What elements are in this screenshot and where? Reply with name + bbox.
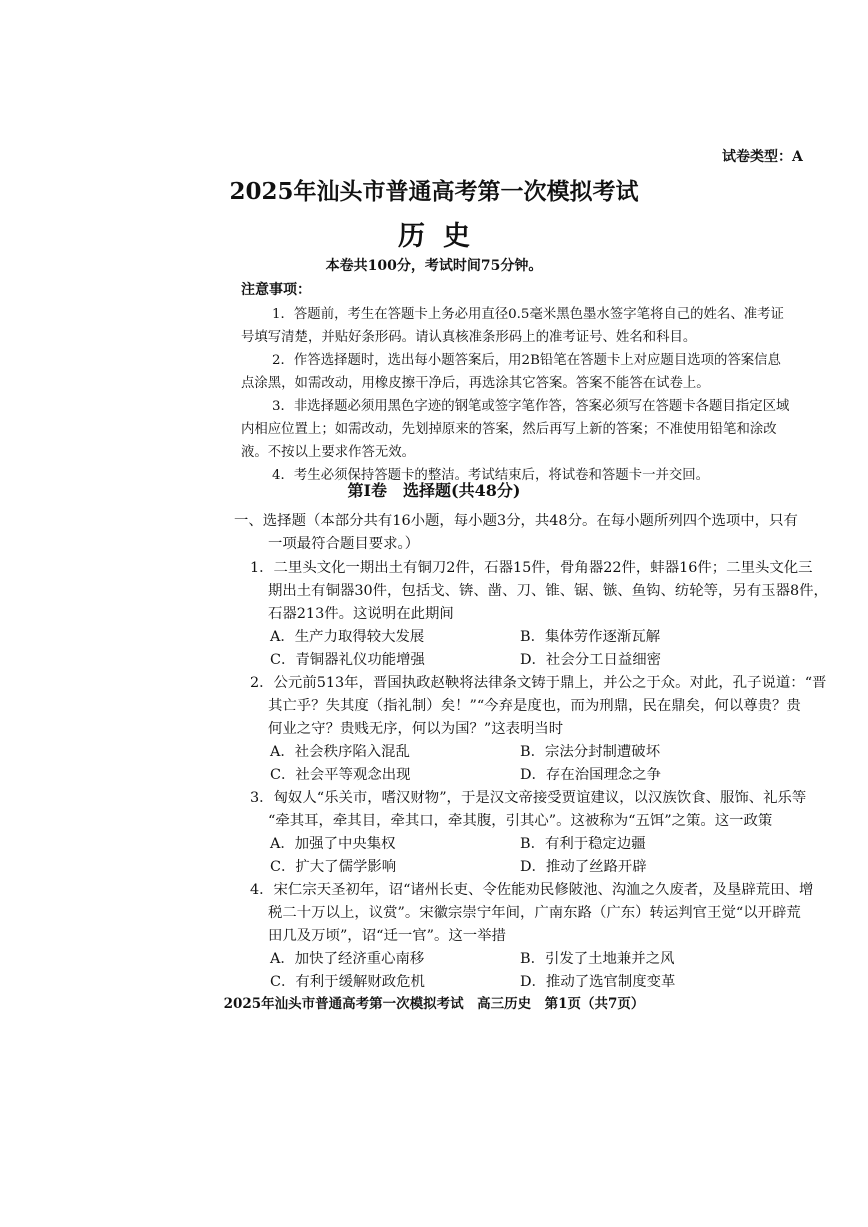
section-title: 第Ⅰ卷 选择题(共48分) [347, 481, 521, 500]
question-3-line: 3．匈奴人“乐关市，嗜汉财物”，于是汉文帝接受贾谊建议，以汉族饮食、服饰、礼乐等 [250, 790, 807, 806]
notice-line: 液。不按以上要求作答无效。 [241, 445, 416, 460]
page-footer: 2025年汕头市普通高考第一次模拟考试 高三历史 第1页（共7页） [223, 996, 645, 1012]
question-2-line: 其亡乎？失其度（指礼制）矣！”“今弃是度也，而为刑鼎，民在鼎矣，何以尊贵？贵 [268, 698, 801, 714]
question-1-option-b: B．集体劳作逐渐瓦解 [520, 629, 661, 645]
question-2-line: 何业之守？贵贱无序，何以为国？”这表明当时 [268, 721, 564, 737]
section-intro-line: 一项最符合题目要求。） [268, 536, 420, 552]
exam-title: 2025年汕头市普通高考第一次模拟考试 [229, 178, 639, 205]
notice-line: 2．作答选择题时，选出每小题答案后，用2B铅笔在答题卡上对应题目选项的答案信息 [272, 353, 781, 368]
question-4-line: 4．宋仁宗天圣初年，诏“诸州长吏、令佐能劝民修陂池、沟洫之久废者，及垦辟荒田、增 [250, 882, 814, 898]
question-2-line: 2．公元前513年，晋国执政赵鞅将法律条文铸于鼎上，并公之于众。对此，孔子说道：“晋 [250, 675, 827, 691]
question-2-option-d: D．存在治国理念之争 [520, 767, 662, 783]
score-info: 本卷共100分，考试时间75分钟。 [325, 258, 543, 274]
question-3-option-b: B．有利于稳定边疆 [520, 836, 646, 852]
question-3-option-d: D．推动了丝路开辟 [520, 859, 647, 875]
question-3-option-a: A．加强了中央集权 [270, 836, 396, 852]
paper-type-label: 试卷类型：A [722, 149, 803, 165]
question-4-option-b: B．引发了土地兼并之风 [520, 951, 675, 967]
question-2-option-c: C．社会平等观念出现 [270, 767, 411, 783]
notice-line: 3．非选择题必须用黑色字迹的钢笔或签字笔作答，答案必须写在答题卡各题目指定区域 [272, 399, 790, 414]
question-4-line: 田几及万顷”，诏“迁一官”。这一举措 [268, 928, 506, 944]
section-intro-line: 一、选择题（本部分共有16小题，每小题3分，共48分。在每小题所列四个选项中，只有 [234, 513, 798, 529]
question-3-option-c: C．扩大了儒学影响 [270, 859, 397, 875]
notice-heading: 注意事项： [241, 282, 311, 298]
notice-line: 号填写清楚，并贴好条形码。请认真核准条形码上的准考证号、姓名和科目。 [241, 330, 697, 345]
notice-line: 点涂黑，如需改动，用橡皮擦干净后，再选涂其它答案。答案不能答在试卷上。 [241, 376, 710, 391]
question-3-line: “牵其耳，牵其目，牵其口，牵其腹，引其心”。这被称为“五饵”之策。这一政策 [268, 813, 773, 829]
question-1-line: 石器213件。这说明在此期间 [268, 606, 454, 622]
notice-line: 4．考生必须保持答题卡的整洁。考试结束后，将试卷和答题卡一并交回。 [272, 468, 710, 483]
question-4-option-c: C．有利于缓解财政危机 [270, 974, 425, 990]
question-4-option-a: A．加快了经济重心南移 [270, 951, 425, 967]
notice-line: 内相应位置上；如需改动，先划掉原来的答案，然后再写上新的答案；不准使用铅笔和涂改 [241, 422, 777, 437]
subject-title: 历史 [398, 221, 488, 252]
question-4-option-d: D．推动了选官制度变革 [520, 974, 676, 990]
question-1-option-d: D．社会分工日益细密 [520, 652, 662, 668]
question-2-option-b: B．宗法分封制遭破坏 [520, 744, 661, 760]
question-4-line: 税二十万以上，议赏”。宋徽宗崇宁年间，广南东路（广东）转运判官王觉“以开辟荒 [268, 905, 801, 921]
question-1-option-c: C．青铜器礼仪功能增强 [270, 652, 425, 668]
question-2-option-a: A．社会秩序陷入混乱 [270, 744, 410, 760]
question-1-line: 期出土有铜器30件，包括戈、锛、凿、刀、锥、锯、镞、鱼钩、纺轮等，另有玉器8件， [268, 583, 828, 599]
question-1-option-a: A．生产力取得较大发展 [270, 629, 425, 645]
question-1-line: 1．二里头文化一期出土有铜刀2件，石器15件，骨角器22件，蚌器16件；二里头文化三 [250, 560, 813, 576]
notice-line: 1．答题前，考生在答题卡上务必用直径0.5毫米黑色墨水签字笔将自己的姓名、准考证 [272, 307, 784, 322]
